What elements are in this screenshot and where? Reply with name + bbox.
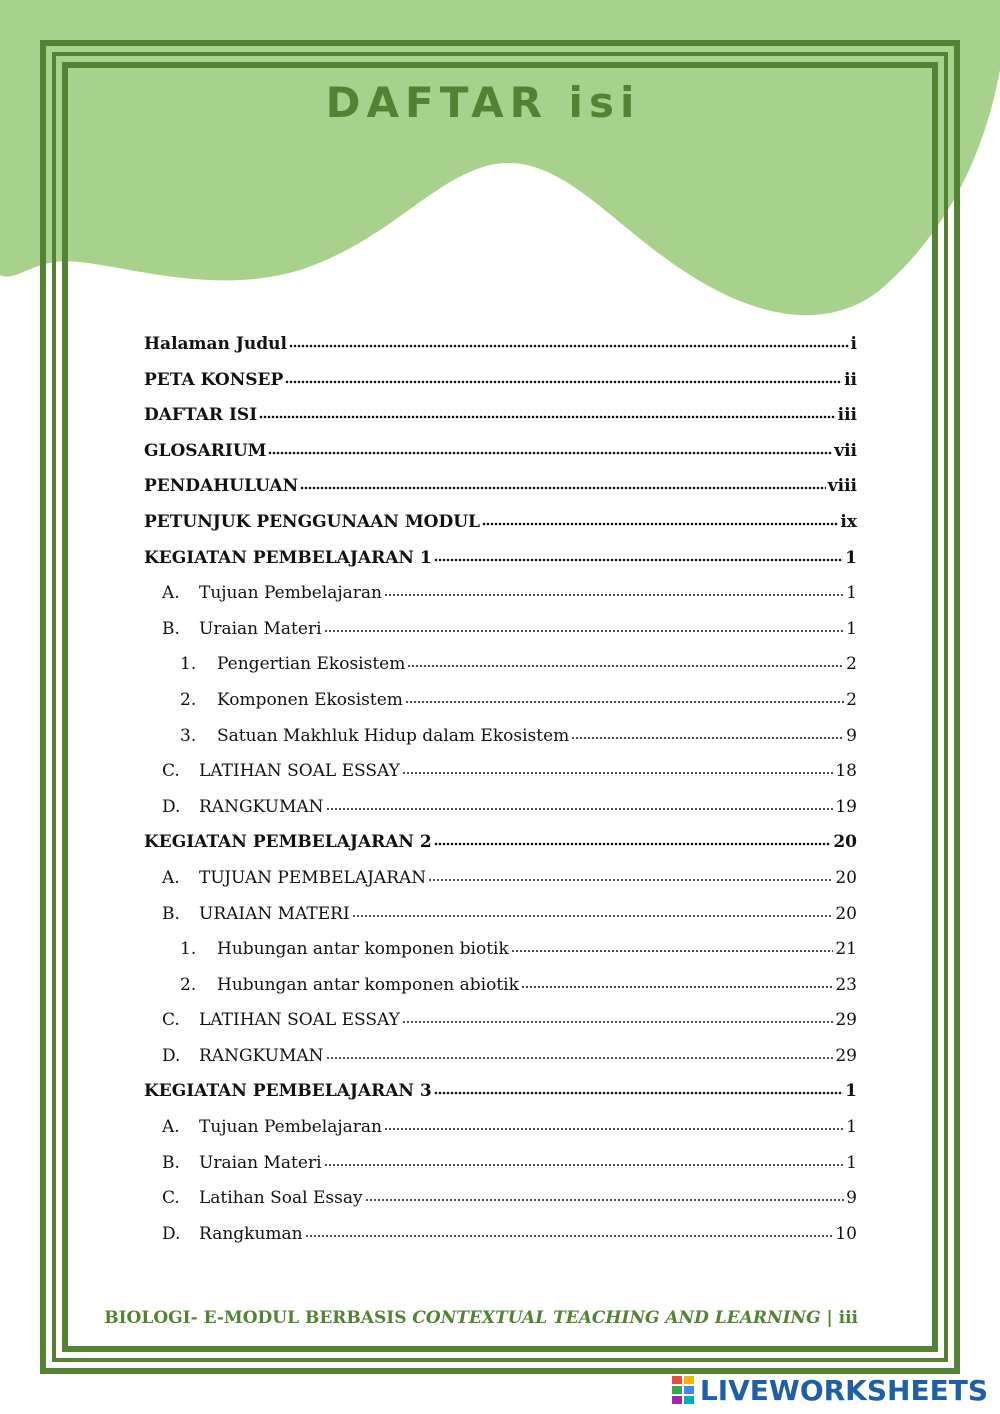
toc-entry-label: Uraian Materi: [199, 1152, 322, 1173]
toc-entry: [144, 654, 857, 690]
toc-entry-marker: 3.: [180, 725, 197, 746]
toc-entry-page: 1: [845, 547, 857, 568]
footer-italic-title: CONTEXTUAL TEACHING AND LEARNING: [412, 1308, 821, 1328]
toc-entry-page: 2: [846, 654, 857, 675]
toc-entry-marker: C.: [162, 761, 180, 782]
toc-dot-leader: [285, 380, 842, 384]
toc-dot-leader: [305, 1234, 834, 1238]
toc-entry: [144, 441, 857, 477]
toc-dot-leader: [434, 1091, 843, 1095]
toc-entry-label: KEGIATAN PEMBELAJARAN 1: [144, 547, 432, 568]
toc-dot-leader: [289, 344, 849, 348]
toc-dot-leader: [402, 771, 834, 775]
toc-entry-page: 20: [833, 832, 857, 853]
toc-entry: [144, 619, 857, 655]
toc-entry-label: KEGIATAN PEMBELAJARAN 3: [144, 1081, 432, 1102]
toc-entry-marker: 1.: [180, 654, 197, 675]
toc-entry-label: Rangkuman: [199, 1223, 303, 1244]
toc-dot-leader: [521, 985, 833, 989]
toc-entry: [144, 583, 857, 619]
toc-dot-leader: [259, 415, 835, 419]
toc-entry: [144, 1117, 857, 1153]
toc-entry-label: Halaman Judul: [144, 334, 287, 354]
toc-entry-label: DAFTAR ISI: [144, 405, 258, 426]
toc-entry-marker: C.: [162, 1010, 180, 1031]
toc-entry: [144, 1010, 857, 1046]
toc-dot-leader: [300, 486, 826, 490]
toc-entry: [144, 726, 857, 762]
toc-entry: [144, 761, 857, 797]
toc-entry-marker: A.: [162, 1117, 180, 1138]
footer-page-number: iii: [838, 1308, 858, 1328]
table-of-contents: [144, 334, 857, 1259]
toc-entry-marker: D.: [162, 796, 181, 817]
toc-entry-page: 1: [846, 583, 857, 604]
toc-entry: [144, 1081, 857, 1117]
toc-entry-page: 10: [835, 1223, 857, 1244]
toc-dot-leader: [324, 1163, 845, 1167]
toc-entry-page: ii: [844, 369, 857, 390]
toc-entry-page: 18: [835, 761, 857, 782]
toc-dot-leader: [384, 1127, 844, 1131]
toc-dot-leader: [365, 1198, 845, 1202]
toc-entry-marker: 2.: [180, 689, 197, 710]
toc-entry-label: PENDAHULUAN: [144, 476, 299, 497]
toc-entry: [144, 476, 857, 512]
toc-entry-label: Pengertian Ekosistem: [217, 654, 406, 675]
toc-entry-label: Komponen Ekosistem: [217, 689, 403, 710]
toc-dot-leader: [268, 451, 832, 455]
toc-entry-marker: B.: [162, 618, 180, 639]
toc-entry: [144, 868, 857, 904]
toc-entry-marker: D.: [162, 1045, 181, 1066]
toc-entry-label: Tujuan Pembelajaran: [199, 1117, 382, 1138]
toc-entry-page: 29: [835, 1045, 857, 1066]
toc-entry-marker: B.: [162, 1152, 180, 1173]
toc-entry-marker: B.: [162, 903, 180, 924]
toc-entry-label: Latihan Soal Essay: [199, 1188, 363, 1209]
toc-dot-leader: [428, 878, 833, 882]
toc-entry-page: i: [850, 334, 857, 354]
toc-entry: [144, 405, 857, 441]
toc-entry-label: URAIAN MATERI: [199, 903, 350, 924]
toc-dot-leader: [405, 700, 844, 704]
liveworksheets-logo-icon: [672, 1376, 694, 1404]
toc-dot-leader: [434, 842, 832, 846]
toc-dot-leader: [352, 914, 834, 918]
toc-dot-leader: [402, 1020, 834, 1024]
toc-entry-page: 21: [835, 939, 857, 960]
toc-entry-page: 19: [835, 796, 857, 817]
toc-entry-marker: A.: [162, 867, 180, 888]
toc-dot-leader: [434, 558, 843, 562]
toc-entry-label: RANGKUMAN: [199, 1045, 324, 1066]
toc-dot-leader: [407, 664, 844, 668]
toc-entry-page: 20: [835, 867, 857, 888]
toc-entry-page: 1: [845, 1081, 857, 1102]
toc-entry-page: 1: [846, 618, 857, 639]
footer-prefix: BIOLOGI- E-MODUL BERBASIS: [104, 1308, 413, 1328]
toc-entry-page: 9: [846, 1188, 857, 1209]
toc-entry-page: 23: [835, 974, 857, 995]
toc-dot-leader: [384, 593, 844, 597]
toc-entry: [144, 512, 857, 548]
toc-entry: [144, 904, 857, 940]
toc-entry-label: PETUNJUK PENGGUNAAN MODUL: [144, 511, 480, 532]
toc-entry-marker: 1.: [180, 939, 197, 960]
toc-entry-marker: A.: [162, 583, 180, 604]
toc-entry: [144, 939, 857, 975]
toc-entry: [144, 1188, 857, 1224]
toc-dot-leader: [482, 522, 838, 526]
toc-dot-leader: [324, 629, 845, 633]
toc-entry-label: PETA KONSEP: [144, 369, 284, 390]
toc-entry-page: 1: [846, 1117, 857, 1138]
toc-entry: [144, 370, 857, 406]
toc-entry: [144, 975, 857, 1011]
toc-entry-label: Hubungan antar komponen abiotik: [217, 974, 519, 995]
toc-dot-leader: [571, 736, 844, 740]
toc-dot-leader: [326, 1056, 834, 1060]
toc-entry-marker: C.: [162, 1188, 180, 1209]
page-title: DAFTAR isi: [325, 78, 641, 127]
toc-entry-page: 20: [835, 903, 857, 924]
toc-entry-marker: D.: [162, 1223, 181, 1244]
toc-entry-label: Hubungan antar komponen biotik: [217, 939, 509, 960]
toc-entry-label: Uraian Materi: [199, 618, 322, 639]
toc-entry-page: 29: [835, 1010, 857, 1031]
toc-entry: [144, 1224, 857, 1260]
liveworksheets-watermark: [672, 1372, 988, 1408]
toc-entry-label: TUJUAN PEMBELAJARAN: [199, 867, 427, 888]
toc-entry: [144, 797, 857, 833]
toc-entry-page: iii: [837, 405, 857, 426]
page-footer: [104, 1308, 858, 1328]
toc-entry-label: RANGKUMAN: [199, 796, 324, 817]
toc-entry-page: 2: [846, 689, 857, 710]
toc-entry-page: ix: [840, 511, 857, 532]
toc-entry-label: Satuan Makhluk Hidup dalam Ekosistem: [217, 725, 570, 746]
footer-separator: |: [820, 1308, 839, 1328]
toc-entry-label: Tujuan Pembelajaran: [199, 583, 382, 604]
toc-entry-page: viii: [827, 476, 857, 497]
toc-dot-leader: [511, 949, 834, 953]
toc-entry-page: vii: [834, 440, 857, 461]
toc-entry: [144, 1153, 857, 1189]
toc-entry: [144, 832, 857, 868]
liveworksheets-wordmark: LIVEWORKSHEETS: [699, 1373, 988, 1407]
toc-entry-label: KEGIATAN PEMBELAJARAN 2: [144, 832, 432, 853]
toc-entry-page: 1: [846, 1152, 857, 1173]
toc-entry: [144, 690, 857, 726]
toc-entry-label: LATIHAN SOAL ESSAY: [199, 761, 400, 782]
toc-dot-leader: [326, 807, 834, 811]
toc-entry-label: LATIHAN SOAL ESSAY: [199, 1010, 400, 1031]
toc-entry-label: GLOSARIUM: [144, 440, 267, 461]
toc-entry: [144, 1046, 857, 1082]
toc-entry: [144, 334, 857, 370]
toc-entry: [144, 548, 857, 584]
toc-entry-marker: 2.: [180, 974, 197, 995]
toc-entry-page: 9: [846, 725, 857, 746]
